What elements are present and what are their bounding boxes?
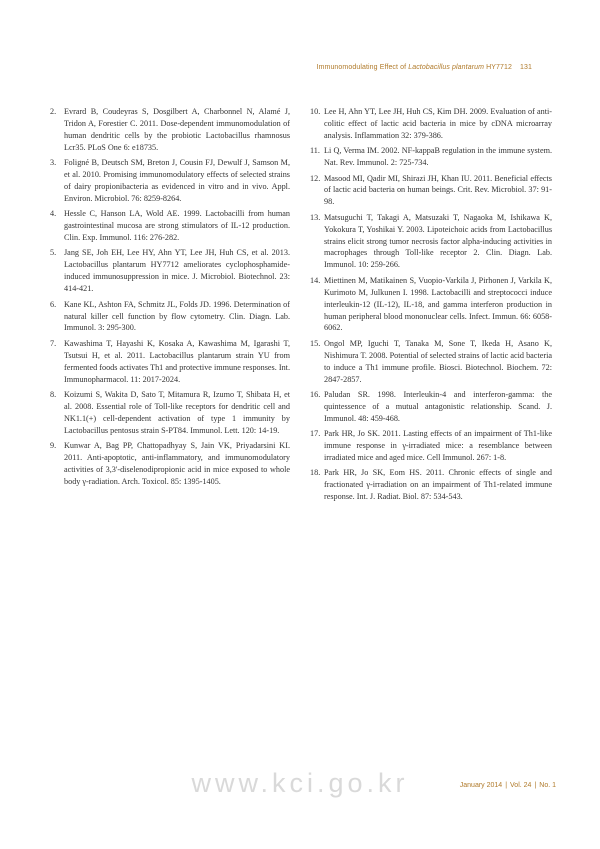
reference-item [50, 389, 290, 437]
reference-text: Kane KL, Ashton FA, Schmitz JL, Folds JD. 1996. Determination of natural killer cell function by flow cytometry. Clin. Diagn. Lab. Immunol. 3: 295-300. [64, 299, 290, 333]
running-head-title-prefix: Immunomodulating Effect of [316, 64, 409, 71]
reference-text: Kunwar A, Bag PP, Chattopadhyay S, Jain VK, Priyadarsini KI. 2011. Anti-apoptotic, anti-inflammatory, and immunomodulatory activities of 3,3'-diselenodipropionic acid in mice exposed to whole body γ-radiation. Arch. Toxicol. 85: 1395-1405. [64, 441, 290, 486]
reference-text: Koizumi S, Wakita D, Sato T, Mitamura R, Izumo T, Shibata H, et al. 2008. Essential role of Toll-like receptors for dendritic cell and NK1.1(+) cell-dependent activation of type 1 immunity by Lactobacillus pentosus strain S-PT84. Immunol. Lett. 120: 14-19. [64, 389, 290, 435]
reference-item [310, 467, 552, 503]
running-head-title-suffix: HY7712 [484, 64, 513, 71]
reference-item [310, 275, 552, 335]
reference-text: Hessle C, Hanson LA, Wold AE. 1999. Lactobacilli from human gastrointestinal mucosa are strong stimulators of IL-12 production. Clin. Exp. Immunol. 116: 276-282. [64, 209, 290, 243]
footer-issue-date: January 2014 [459, 782, 503, 789]
reference-number: 16. [310, 389, 321, 399]
reference-number: 17. [310, 429, 321, 439]
reference-text: Miettinen M, Matikainen S, Vuopio-Varkila J, Pirhonen J, Varkila K, Kurimoto M, Julkunen I. 1998. Lactobacilli and streptococci induce interleukin-12 (IL-12), IL-18, and gamma interferon production in human peripheral blood mononuclear cells. Infect. Immun. 66: 6058-6062. [324, 275, 552, 333]
reference-number: 12. [310, 173, 321, 183]
running-head-species: Lactobacillus plantarum [408, 64, 485, 71]
reference-number: 6. [50, 299, 57, 309]
watermark: www.kci.go.kr [191, 768, 409, 798]
reference-item [50, 157, 290, 205]
reference-item [310, 338, 552, 386]
reference-text: Paludan SR. 1998. Interleukin-4 and interferon-gamma: the quintessence of a mutual antagonistic relationship. Scand. J. Immunol. 48: 459-468. [324, 389, 552, 423]
reference-text: Park HR, Jo SK. 2011. Lasting effects of an impairment of Th1-like immune response in γ-irradiated mice: a resemblance between irradiated mice and aged mice. Cell Immunol. 267: 1-8. [324, 429, 552, 462]
reference-item [50, 440, 290, 488]
reference-text: Masood MI, Qadir MI, Shirazi JH, Khan IU. 2011. Beneficial effects of lactic acid bacteria on human beings. Crit. Rev. Microbiol. 37: 91-98. [324, 173, 552, 207]
reference-number: 13. [310, 212, 321, 222]
references-right-column [310, 106, 552, 507]
reference-text: Kawashima T, Hayashi K, Kosaka A, Kawashima M, Igarashi T, Tsutsui H, et al. 2011. Lactobacillus plantarum strain YU from fermented foods activates Th1 and protective immune responses. Int. Immunopharmacol. 11: 2017-2024. [64, 338, 290, 384]
footer-volume: Vol. 24 [510, 782, 532, 789]
reference-item [310, 106, 552, 142]
reference-item [310, 428, 552, 464]
references-left-column [50, 106, 290, 491]
reference-number: 8. [50, 389, 57, 399]
reference-number: 11. [310, 146, 320, 156]
reference-text: Park HR, Jo SK, Eom HS. 2011. Chronic effects of single and fractionated γ-irradiation on an impairment of Th1-related immune response. Int. J. Radiat. Biol. 87: 534-543. [324, 468, 552, 502]
reference-item [50, 106, 290, 154]
reference-item [50, 247, 290, 295]
reference-text: Jang SE, Joh EH, Lee HY, Ahn YT, Lee JH, Huh CS, et al. 2013. Lactobacillus plantarum HY7712 ameliorates cyclophosphamide-induced immunosuppression in mice. J. Microbiol. Biotechnol. 23: 414-421. [64, 248, 290, 294]
reference-item [310, 389, 552, 425]
reference-number: 9. [50, 441, 57, 451]
reference-item [310, 145, 552, 169]
running-head [317, 64, 532, 71]
reference-number: 2. [50, 107, 57, 116]
reference-text: Lee H, Ahn YT, Lee JH, Huh CS, Kim DH. 2009. Evaluation of anti-colitic effect of lactic acid bacteria in mice by cDNA microarray analysis. Inflammation 32: 379-386. [324, 107, 552, 140]
reference-number: 7. [50, 338, 57, 348]
reference-text: Foligné B, Deutsch SM, Breton J, Cousin FJ, Dewulf J, Samson M, et al. 2010. Promising immunomodulatory effects of selected strains of dairy propionibacteria as evidenced in vitro and in vivo. Appl. Environ. Microbiol. 76: 8259-8264. [64, 158, 290, 203]
issue-footer [460, 782, 556, 789]
reference-number: 5. [50, 248, 57, 258]
footer-separator: | [505, 782, 508, 789]
reference-number: 10. [310, 107, 321, 116]
reference-item [310, 173, 552, 209]
reference-item [310, 212, 552, 272]
reference-item [50, 299, 290, 335]
reference-item [50, 338, 290, 386]
footer-issue-number: No. 1 [539, 782, 556, 789]
reference-number: 3. [50, 158, 57, 168]
page-number: 131 [520, 64, 532, 71]
reference-text: Li Q, Verma IM. 2002. NF-kappaB regulation in the immune system. Nat. Rev. Immunol. 2: 725-734. [324, 146, 552, 168]
footer-separator: | [534, 782, 537, 789]
reference-number: 18. [310, 468, 321, 478]
reference-text: Matsuguchi T, Takagi A, Matsuzaki T, Nagaoka M, Ishikawa K, Yokokura T, Yoshikai Y. 2003. Lipoteichoic acids from Lactobacillus strains elicit strong tumor necrosis factor alpha-inducing activities in macrophages through Toll-like receptor 2. Clin. Diagn. Lab. Immunol. 10: 259-266. [324, 212, 552, 270]
reference-text: Evrard B, Coudeyras S, Dosgilbert A, Charbonnel N, Alamé J, Tridon A, Forestier C. 2011. Dose-dependent immunomodulation of human dendritic cells by the probiotic Lactobacillus rhamnosus Lcr35. PLoS One 6: e18735. [64, 107, 290, 152]
reference-item [50, 208, 290, 244]
reference-text: Ongol MP, Iguchi T, Tanaka M, Sone T, Ikeda H, Asano K, Nishimura T. 2008. Potential of selected strains of lactic acid bacteria to induce a Th1 immune profile. Biosci. Biotechnol. Biochem. 72: 2847-2857. [324, 338, 552, 384]
reference-number: 4. [50, 209, 57, 219]
reference-number: 14. [310, 275, 321, 285]
reference-number: 15. [310, 338, 321, 348]
